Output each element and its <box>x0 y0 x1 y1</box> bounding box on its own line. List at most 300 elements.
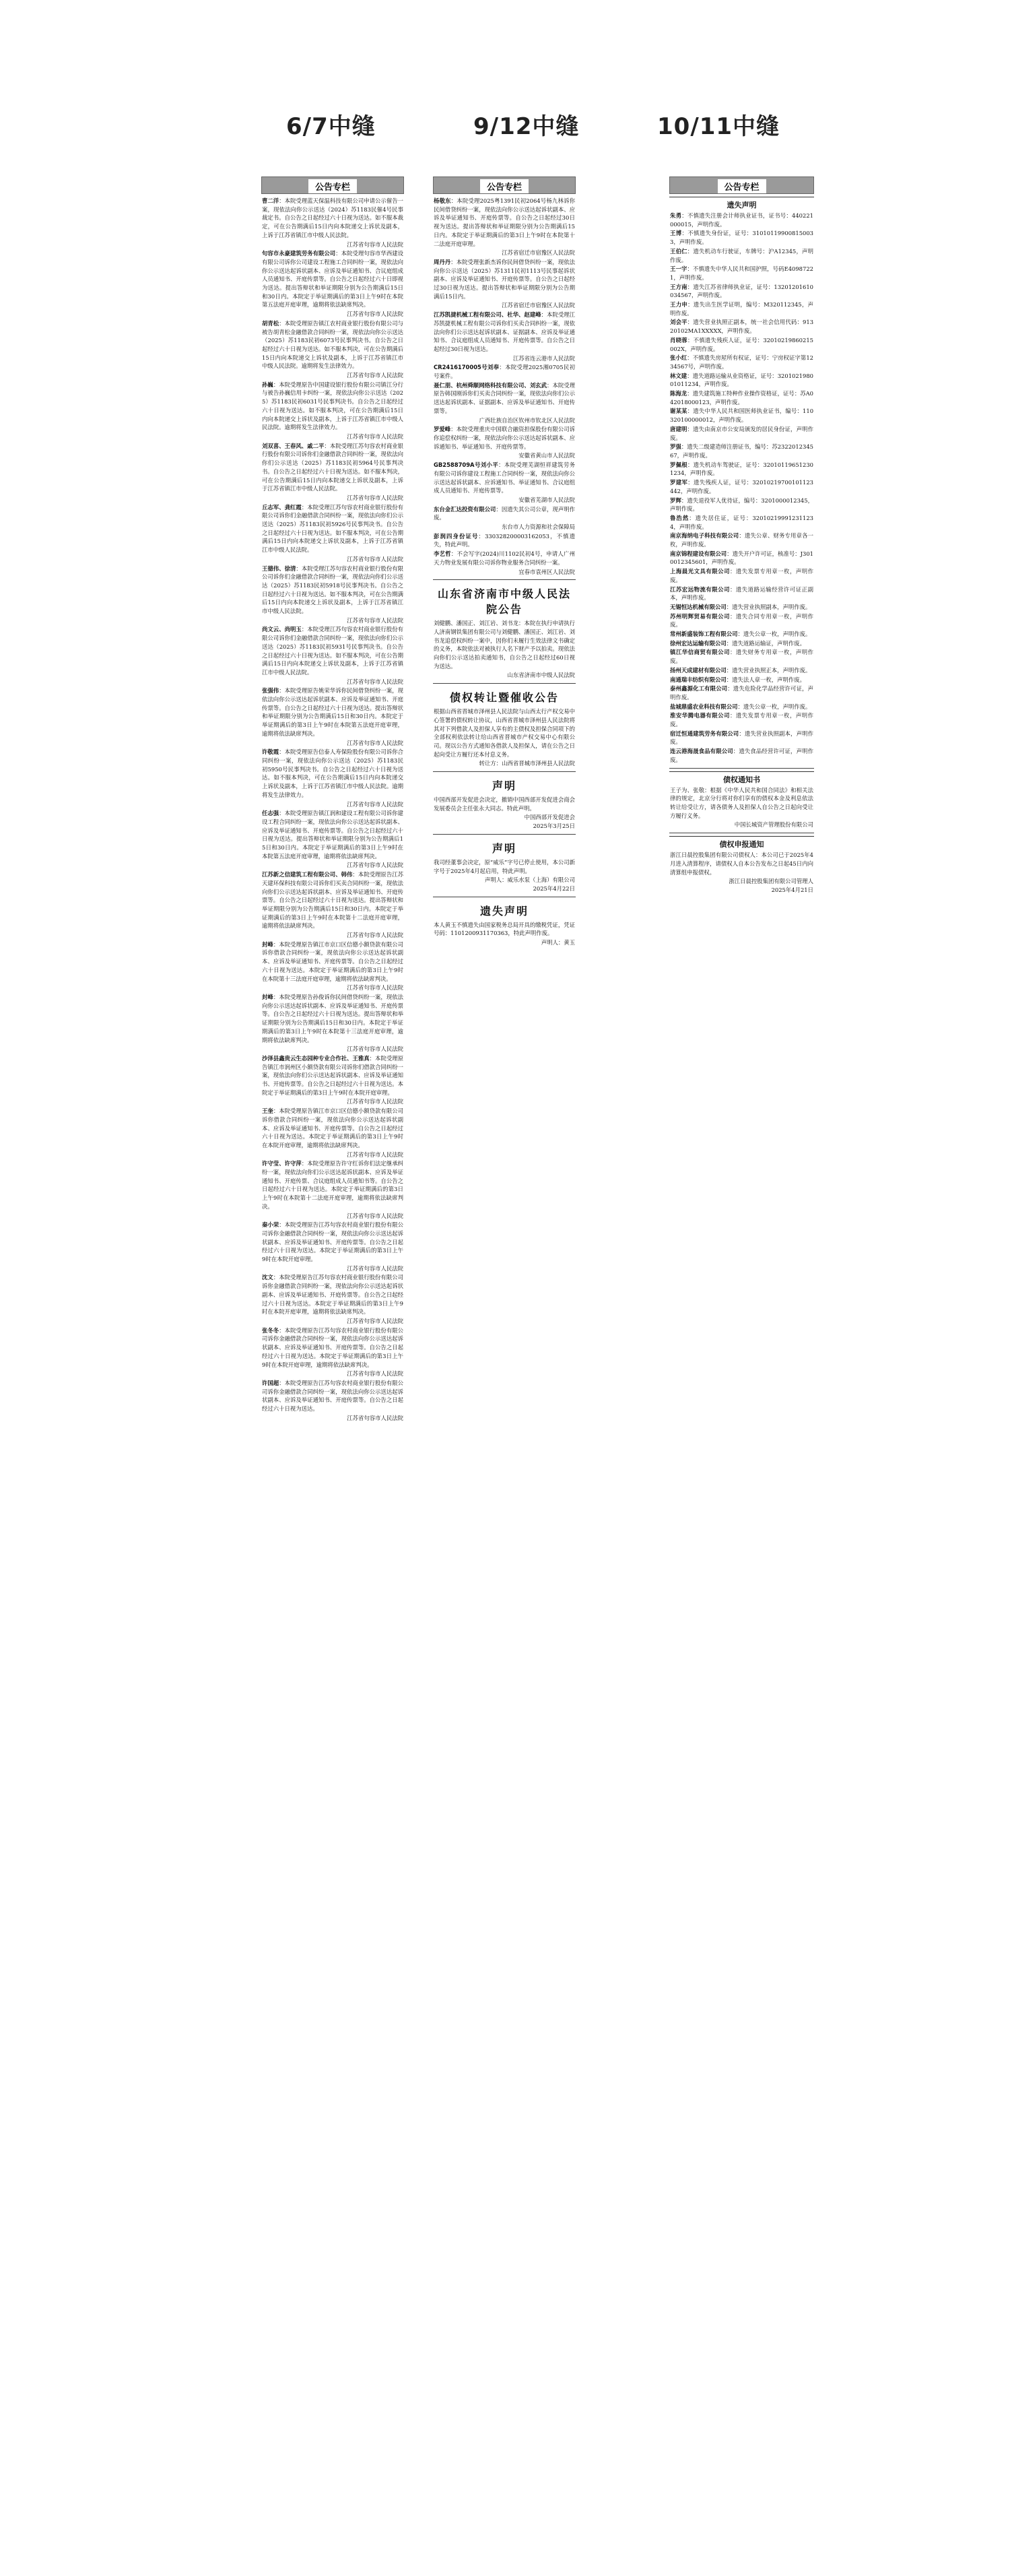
banner-label: 公告专栏 <box>480 179 529 193</box>
notice-text: 遗失发票专用章一枚，声明作废。 <box>670 712 814 728</box>
notice-text: 遗失道路运输经营许可证正副本，声明作废。 <box>670 585 814 602</box>
notice-party-name: 淮安华腾电器有限公司 <box>670 712 730 719</box>
notice-signature: 江苏省宿迁市宿豫区人民法院 <box>502 249 575 257</box>
notice-list <box>261 197 404 1423</box>
notice-item <box>261 686 404 738</box>
notice-text: 本院受理原告镇江市京口区信德小额贷款有限公司诉你借款合同纠纷一案，现依法向你公示送达起诉状副本、应诉及举证通知书、开庭传票等。自公告之日起经过六十日视为送达。本院定于举证期满后的第3日上午9时在本院第十三法庭开庭审理，逾期将依法缺席判决。 <box>262 940 404 982</box>
notice-text: 不慎遗失残疾人证，证号：32010219860215002X，声明作废。 <box>670 336 813 352</box>
notice-item <box>669 747 814 765</box>
divider <box>433 579 576 580</box>
notice-signature: 江苏省句容市人民法院 <box>347 494 403 501</box>
notice-item <box>433 416 576 426</box>
notice-text: 遗失退役军人优待证，编号：3201000012345，声明作废。 <box>670 496 814 513</box>
colon: ： <box>335 250 341 257</box>
notice-text: 遗失公章一枚，声明作废。 <box>743 703 811 710</box>
notice-item <box>669 265 814 282</box>
notice-signature: 江苏省句容市人民法院 <box>347 984 403 992</box>
notice-party-name: 周丹丹 <box>434 258 451 265</box>
colon: ： <box>687 461 694 468</box>
notice-signature: 江苏省句容市人民法院 <box>347 240 403 248</box>
notice-item <box>261 1107 404 1151</box>
notice-item <box>669 407 814 424</box>
notice-signature: 宜春市袁州区人民法院 <box>518 568 575 575</box>
notice-text: 本院受理原告江苏句容农村商业银行股份有限公司诉你金融借款合同纠纷一案，现依法向你公示送达起诉状副本、应诉及举证通知书、开庭传票等。自公告之日起经过六十日视为送达。本院定于举证期满后的第3日上午9时在本院开庭审理，逾期将依法缺席判决。 <box>262 1274 404 1316</box>
notice-party-name: 王伯仁 <box>670 247 687 255</box>
notice-signature: 东台市人力资源和社会保障局 <box>502 523 575 531</box>
notice-item <box>261 625 404 677</box>
notice-column-2 <box>433 176 576 2497</box>
notice-item <box>669 247 814 265</box>
notice-party-name: 彭润四身份证号 <box>434 532 479 540</box>
notice-signature: 江苏省句容市人民法院 <box>347 1151 403 1158</box>
debt-title: 债权通知书 <box>669 771 814 785</box>
colon: ： <box>324 442 330 449</box>
notice-text: 本院受理原告镇江农村商业银行股份有限公司与被告胡青松金融借款合同纠纷一案，现依法向你公示送达（2025）苏1183民初6073号民事判决书。自公告之日起经过六十日视为送达。如不服本判决，可在公告期满后15日内向本院递交上诉状及副本，上诉于江苏省镇江市中级人民法院。逾期将发生法律效力。 <box>262 319 404 370</box>
notice-signature: 安徽省黄山市人民法院 <box>518 452 575 459</box>
colon: ： <box>352 871 358 878</box>
notice-item <box>669 443 814 460</box>
notice-item <box>433 354 576 364</box>
notice-signature: 江苏省句容市人民法院 <box>347 372 403 379</box>
notice-party-name: 扬州天成建材有限公司 <box>670 666 727 674</box>
notice-item <box>261 678 404 687</box>
colon: ： <box>478 532 485 540</box>
notice-text: 本院受理重庆中国联合融资担保股份有限公司诉你追偿权纠纷一案，现依法向你公示送达起诉状副本、应诉通知书、举证通知书、开庭传票等。 <box>434 426 576 450</box>
notice-item <box>261 1151 404 1160</box>
notice-item <box>261 1379 404 1414</box>
colon: ： <box>687 372 693 379</box>
notice-text: 本院受理蓝天保温科技有限公司申请公示催告一案，现依法向你公示送达（2024）苏1183民催4号民事裁定书。自公告之日起经过六十日视为送达。如不服本裁定，可在公告期满后15日内向本院递交上诉状及副本，上诉于江苏省镇江市中级人民法院。 <box>262 197 404 238</box>
colon: ： <box>726 666 733 674</box>
notice-text: 本院受理原告镇江润和建设工程有限公司诉你建设工程合同纠纷一案，现依法向你公示送达起诉状副本、应诉及举证通知书、开庭传票等。自公告之日起经过六十日视为送达。提出答辩状和举证期限分别为公告期满后15日和30日内。本院定于举证期满后的第3日上午9时在本院第五法庭开庭审理，逾期将依法缺席判决。 <box>262 810 404 860</box>
notice-party-name: 东台金汇达投资有限公司 <box>434 505 496 513</box>
column-heading-2: 9/12中缝 <box>473 113 580 140</box>
notice-text: 不慎遗失身份证，证号：310101199008150033，声明作废。 <box>670 230 814 246</box>
notice-text: 本院受理原告江苏句容农村商业银行股份有限公司诉你金融借款合同纠纷一案，现依法向你公示送达起诉状副本、应诉及举证通知书、开庭传票等。自公告之日起经过六十日视为送达。本院定于举证期满后的第3日上午9时在本院开庭审理。 <box>262 1221 404 1263</box>
notice-text: 遗失机动车驾驶证，证号：320101196512301234，声明作废。 <box>670 461 813 477</box>
notice-item <box>669 532 814 549</box>
notice-item <box>261 1370 404 1379</box>
lost-title: 遗失声明 <box>479 904 529 917</box>
notice-text: 不会写字(2024)川1102民初4号，申请人广州天力物业发展有限公司诉你物业服务合同纠纷一案。 <box>434 550 576 566</box>
notice-party-name: 镇江华信商贸有限公司 <box>670 649 730 656</box>
colon: ： <box>729 612 736 620</box>
colon: ： <box>498 461 504 469</box>
colon: ： <box>279 1326 285 1334</box>
notice-text: 遗失道路运输从业资格证，证号：320102198001011234，声明作废。 <box>670 372 813 388</box>
colon: ： <box>687 425 694 432</box>
notice-item <box>433 249 576 258</box>
notice-list <box>433 197 576 577</box>
notice-party-name: 沈文 <box>262 1274 273 1281</box>
notice-party-name: 任志强 <box>262 810 279 817</box>
notice-item <box>433 258 576 302</box>
notice-party-name: 张小红 <box>670 354 687 362</box>
notice-party-name: 徐州宏达运输有限公司 <box>670 639 727 647</box>
notice-party-name: 江苏凯捷机械工程有限公司、杜华、赵建峰 <box>434 311 541 319</box>
notice-text: 不慎遗失注册会计师执业证书，证书号：440221000015，声明作废。 <box>670 212 814 228</box>
notice-item <box>669 229 814 247</box>
notice-item <box>433 461 576 496</box>
colon: ： <box>301 503 308 511</box>
notice-item <box>433 451 576 461</box>
colon: ： <box>273 1274 279 1281</box>
notice-item <box>669 300 814 318</box>
colon: ： <box>279 1221 285 1229</box>
notice-text: 遗失财务专用章一枚，声明作废。 <box>670 649 814 665</box>
notice-item <box>261 1326 404 1370</box>
notice-item <box>669 336 814 354</box>
notice-item <box>433 301 576 311</box>
notice-item <box>261 197 404 240</box>
notice-text: 本院受理张新杰诉你民间借贷纠纷一案，现依法向你公示送达（2025）苏1311民初1113号民事起诉状副本、应诉及举证通知书、开庭传票等。自公告之日起经过30日视为送达。提出答辩状和举证期限分别为公告期满后15日内。 <box>434 258 576 300</box>
colon: ： <box>687 354 693 362</box>
colon: ： <box>279 197 285 204</box>
notice-party-name: 罗强 <box>670 443 681 451</box>
notice-signature: 广西壮族自治区钦州市钦北区人民法院 <box>479 416 575 424</box>
notice-text: 本院受理江苏句容农村商业银行股份有限公司诉你们金融借款合同纠纷一案，现依法向你们公示送达（2025）苏1183民初5918号民事判决书。自公告之日起经过六十日视为送达。如不服本判决，可在公告期满后15日内向本院递交上诉状及副本，上诉于江苏省镇江市中级人民法院。 <box>262 565 404 615</box>
colon: ： <box>301 626 308 633</box>
notice-party-name: 上海晨光文具有限公司 <box>670 568 730 575</box>
notice-text: 本院受理芜湖恒祥建筑劳务有限公司诉你建设工程施工合同纠纷一案，现依法向你公示送达起诉状副本、应诉通知书、举证通知书、合议庭组成人员通知书、开庭传票等。 <box>434 461 576 494</box>
notice-item <box>669 630 814 639</box>
notice-item <box>433 381 576 416</box>
statement1-title: 声明 <box>492 779 516 793</box>
notice-party-name: 刘双喜、王春风、戚二平 <box>262 442 325 449</box>
notice-item <box>669 372 814 389</box>
colon: ： <box>273 1107 279 1115</box>
colon: ： <box>279 748 285 756</box>
colon: ： <box>737 703 743 710</box>
notice-text: 遗失道路运输证，声明作废。 <box>732 639 805 647</box>
notice-item <box>261 984 404 993</box>
notice-text: 遗失出生医学证明，编号：M320112345，声明作废。 <box>670 301 814 317</box>
notice-text: 本院受理句容市华西建设有限公司诉你公司建设工程施工合同纠纷一案，现依法向你公示送达起诉状副本、应诉及举证通知书、合议庭组成人员通知书、开庭传票等。自公告之日起经过六十日即视为送达。提出答辩状和举证期限分别为公告期满后15日和30日内。本院定于举证期满后的第3日上午9时在本院第五法庭开庭审理，逾期将依法缺席判决。 <box>262 250 404 309</box>
notice-item <box>669 603 814 612</box>
colon: ： <box>729 712 736 719</box>
notice-party-name: 江苏新之信建筑工程有限公司、韩伟 <box>262 871 353 878</box>
notice-party-name: 肖晓蓉 <box>670 336 687 344</box>
notice-item <box>433 550 576 567</box>
banner-label: 公告专栏 <box>717 179 766 193</box>
notice-party-name: 王一宇 <box>670 265 687 273</box>
notice-party-name: 南京海纳电子科技有限公司 <box>670 532 739 540</box>
notice-text: 本院受理原告信泰人寿保险股份有限公司诉你合同纠纷一案，现依法向你公示送达（2025）苏1183民初5950号民事判决书。自公告之日起经过六十日视为送达。如不服本判决，可在公告期满后15日内向本院递交上诉状及副本，上诉于江苏省镇江市中级人民法院。逾期将发生法律效力。 <box>262 748 404 798</box>
notice-text: 遗失建筑施工特种作业操作资格证，证号：苏A042018000123，声明作废。 <box>670 390 813 406</box>
colon: ： <box>689 514 696 521</box>
notice-item <box>261 310 404 319</box>
registration-sign: 浙江日晨控股集团有限公司管理人 <box>729 878 813 885</box>
colon: ： <box>681 443 687 451</box>
notice-signature: 江苏省句容市人民法院 <box>347 678 403 685</box>
notice-signature: 江苏省句容市人民法院 <box>347 1264 403 1272</box>
notice-signature: 江苏省句容市人民法院 <box>347 1318 403 1324</box>
notice-item <box>261 739 404 748</box>
notice-text: 本院受理江苏句容农村商业银行股份有限公司诉你们金融借款合同纠纷一案，现依法向你们公示送达（2025）苏1183民初5931号民事判决书。自公告之日起经过六十日视为送达。如不服本判决，可在公告期满后15日内向本院递交上诉状及副本，上诉于江苏省镇江市中级人民法院。 <box>262 626 404 676</box>
notice-signature: 江苏省句容市人民法院 <box>347 311 403 318</box>
notice-item <box>669 461 814 478</box>
notice-party-name: GB2588709A号刘小平 <box>434 461 499 469</box>
colon: ： <box>687 301 694 309</box>
statement2-sign: 声明人：威乐水泵（上海）有限公司 <box>485 876 575 884</box>
notice-item <box>261 1054 404 1098</box>
notice-text: 本院受理原告镇江市京口区信德小额贷款有限公司诉你借款合同纠纷一案，现依法向你公示送达起诉状副本、应诉及举证通知书、开庭传票等。自公告之日起经过六十日视为送达。本院定于举证期满后的第3日上午9时在本院开庭审理，逾期将依法缺席判决。 <box>262 1107 404 1149</box>
notice-signature: 江苏省宿迁市宿豫区人民法院 <box>502 302 575 309</box>
colon: ： <box>279 687 285 695</box>
notice-party-name: 封峰 <box>262 993 273 1000</box>
notice-item <box>261 870 404 931</box>
notice-item <box>669 283 814 300</box>
notice-party-name: 刘会平 <box>670 319 687 326</box>
notice-text: 不慎遗失房屋所有权证，证号：宁房权证字第1234567号，声明作废。 <box>670 354 814 370</box>
notice-item <box>261 565 404 616</box>
notice-party-name: 封峰 <box>262 940 273 948</box>
notice-party-name: 张冬冬 <box>262 1326 279 1334</box>
notice-party-name: 曹二洋 <box>262 197 279 204</box>
colon: ： <box>499 364 506 371</box>
notice-item <box>261 432 404 442</box>
notice-party-name: CR2416170005号刘奉 <box>434 364 500 371</box>
bond-title: 债权转让暨催收公告 <box>449 691 559 705</box>
notice-column-3 <box>669 176 814 2497</box>
notice-party-name: 王德伟、徐清 <box>262 565 296 572</box>
column-heading-3: 10/11中缝 <box>657 113 780 140</box>
court-notice-sign: 山东省济南市中级人民法院 <box>507 672 575 679</box>
notice-text: 遗失合同专用章一枚，声明作废。 <box>670 612 814 629</box>
notice-text: 本院受理原告许守红诉你们法定继承纠纷一案，现依法向你们公示送达起诉状副本、应诉及举证通知书、开庭传票、合议庭组成人员通知书等。自公告之日起经过六十日视为送达。本院定于举证期满后的第3日上午9时在本院第十二法庭开庭审理，逾期将依法缺席判决。 <box>262 1160 404 1210</box>
notice-signature: 江苏省句容市人民法院 <box>347 1098 403 1105</box>
colon: ： <box>273 381 279 388</box>
colon: ： <box>687 479 694 486</box>
notice-item <box>433 505 576 523</box>
notice-text: 本院受理原告镇江市润州区小额贷款有限公司诉你们借款合同纠纷一案，现依法向你们公示送达起诉状副本、应诉及举证通知书、开庭传票等。自公告之日起经过六十日视为送达。本院定于举证期满后的第3日上午9时在本院开庭审理。 <box>262 1054 404 1096</box>
colon: ： <box>450 550 457 558</box>
notice-item <box>669 711 814 729</box>
statement1-date: 2025年3月25日 <box>533 823 575 830</box>
notice-signature: 江苏省句容市人民法院 <box>347 555 403 562</box>
colon: ： <box>547 381 553 389</box>
notice-text: 本院受理江苏句容农村商业银行股份有限公司诉你们金融借款合同纠纷一案，现依法向你们公示送达（2025）苏1183民初5964号民事判决书。自公告之日起经过六十日视为送达。如不服本判决，可在公告期满后15日内向本院递交上诉状及副本，上诉于江苏省镇江市中级人民法院。 <box>262 442 404 492</box>
notice-text: 本院受理原告姚荣华诉你民间借贷纠纷一案，现依法向你公示送达起诉状副本、应诉及举证通知书、开庭传票等。自公告之日起经过六十日视为送达。提出答辩状和举证期限分别为公告期满后15日和30日内。本院定于举证期满后的第3日上午9时在本院第五法庭开庭审理，逾期将依法缺席判决。 <box>262 687 404 737</box>
notice-text: 遗失营业执照正副本，统一社会信用代码：91320102MA1XXXXX，声明作废。 <box>670 319 814 335</box>
notice-party-name: 丘志军、龚红霞 <box>262 503 302 511</box>
colon: ： <box>739 532 745 540</box>
notice-party-name: 盐城鼎盛农业科技有限公司 <box>670 703 738 710</box>
notice-item <box>261 494 404 503</box>
notice-text: 遗失营业执照副本，声明作废。 <box>670 730 814 746</box>
notice-text: 遗失发票专用章一枚，声明作废。 <box>670 568 814 583</box>
notice-text: 遗失公章、财务专用章各一枚，声明作废。 <box>670 532 814 548</box>
notice-text: 遗失危险化学品经营许可证，声明作废。 <box>670 685 814 701</box>
notice-text: 本院受理原告江苏天建环保科技有限公司诉你们买卖合同纠纷一案，现依法向你们公示送达起诉状副本、应诉及举证通知书、开庭传票等。自公告之日起经过六十日视为送达。提出答辩状和举证期限分别为公告期满后15日和30日内。本院定于举证期满后的第3日上午9时在本院第十二法庭开庭审理，逾期将依法缺席判决。 <box>262 871 404 930</box>
notice-signature: 江苏省句容市人民法院 <box>347 1370 403 1378</box>
notice-party-name: 罗爱峰 <box>434 426 451 433</box>
statement1-sign: 中国西部开发促进会 <box>524 814 575 821</box>
notice-item <box>669 585 814 603</box>
notice-text: 遗失江苏省律师执业证，证号：13201201610034567，声明作废。 <box>670 283 813 299</box>
notice-signature: 江苏省句容市人民法院 <box>347 800 403 808</box>
notice-party-name: 张强伟 <box>262 687 279 695</box>
divider <box>669 768 814 769</box>
notice-item <box>261 1264 404 1274</box>
notice-item <box>261 800 404 810</box>
notice-item <box>669 676 814 685</box>
notice-signature: 安徽省芜湖市人民法院 <box>518 496 575 503</box>
notice-item <box>261 809 404 861</box>
notice-party-name: 王方南 <box>670 283 687 290</box>
colon: ： <box>681 496 687 504</box>
statement2-body: 我司经董事会决定，原“威乐”字号已停止使用，本公司新字号于2025年4月起启用，特此声明。 <box>434 858 575 874</box>
notice-text: 遗失开户许可证，核准号：J3010012345601，声明作废。 <box>670 550 814 566</box>
colon: ： <box>726 676 733 683</box>
notice-item <box>669 730 814 747</box>
notice-item <box>261 861 404 870</box>
notice-item <box>261 1159 404 1211</box>
notice-text: 不慎遗失中华人民共和国护照，号码E40987221，声明作废。 <box>670 265 813 281</box>
notice-party-name: 许国超 <box>262 1379 279 1386</box>
notice-item <box>261 1097 404 1107</box>
colon: ： <box>279 319 285 327</box>
notice-text: 本院受理原告中国建设银行股份有限公司镇江分行与被告孙巍信用卡纠纷一案，现依法向你公示送达（2025）苏1183民初6031号民事判决书。自公告之日起经过六十日视为送达。如不服本判决，可在公告期满后15日内向本院递交上诉状及副本，上诉于江苏省镇江市中级人民法院。逾期将发生法律效力。 <box>262 381 404 431</box>
notice-text: 遗失二级建造师注册证书，编号：苏232201234567，声明作废。 <box>670 443 813 459</box>
notice-item <box>261 616 404 626</box>
colon: ： <box>450 258 457 265</box>
notice-party-name: 王力申 <box>670 301 688 309</box>
notice-party-name: 尚文云、尚明玉 <box>262 626 302 633</box>
notice-party-name: 句容市永豪建筑劳务有限公司 <box>262 250 336 257</box>
colon: ： <box>687 319 694 326</box>
notice-party-name: 泰州鑫源化工有限公司 <box>670 685 728 693</box>
notice-party-name: 林文建 <box>670 372 687 379</box>
notice-signature: 江苏省句容市人民法院 <box>347 1212 403 1219</box>
notice-party-name: 孙巍 <box>262 381 273 388</box>
notice-signature: 江苏省句容市人民法院 <box>347 862 403 869</box>
notice-text: 本院受理江苏句容农村商业银行股份有限公司诉你们金融借款合同纠纷一案，现依法向你们公示送达（2025）苏1183民初5926号民事判决书。自公告之日起经过六十日视为送达。如不服本判决，可在公告期满后15日内向本院递交上诉状及副本，上诉于江苏省镇江市中级人民法院。 <box>262 503 404 554</box>
notice-item <box>261 381 404 432</box>
column-banner <box>669 176 814 194</box>
column-banner <box>261 176 404 194</box>
colon: ： <box>737 631 743 638</box>
divider <box>433 683 576 684</box>
notice-item <box>669 567 814 585</box>
notice-signature: 江苏省句容市人民法院 <box>347 932 403 939</box>
colon: ： <box>369 1054 376 1062</box>
notice-item <box>433 523 576 532</box>
lost-section-title: 遗失声明 <box>669 197 814 210</box>
notice-party-name: 王奎 <box>262 1107 273 1115</box>
notice-party-name: 李艺哲 <box>434 550 451 558</box>
notice-item <box>261 1221 404 1264</box>
colon: ： <box>687 408 694 415</box>
notice-item <box>261 1273 404 1317</box>
notice-text: 本院受理原告韩国刚诉你们买卖合同纠纷一案，现依法向你们公示送达起诉状副本、证据副本、应诉及举证通知书、开庭传票等。 <box>434 381 576 414</box>
notice-item <box>669 318 814 335</box>
notice-item <box>669 666 814 676</box>
notice-item <box>433 496 576 505</box>
statement2-title: 声明 <box>492 841 516 855</box>
statement1-body: 中国西部开发促进会决定，撤销中国西部开发促进会商会发展委员会主任张永大同志。特此声明。 <box>434 796 575 812</box>
notice-signature: 江苏省句容市人民法院 <box>347 1414 403 1421</box>
notice-text: 遗失法人章一枚，声明作废。 <box>732 676 805 683</box>
colon: ： <box>687 390 693 397</box>
colon: ： <box>687 247 694 255</box>
notice-party-name: 南通瑞丰纺织有限公司 <box>670 676 727 683</box>
notice-item <box>261 371 404 381</box>
notice-signature: 江苏省连云港市人民法院 <box>512 354 575 362</box>
colon: ： <box>273 940 279 948</box>
colon: ： <box>729 649 736 656</box>
banner-label: 公告专栏 <box>308 179 357 193</box>
notice-party-name: 苏州明辉贸易有限公司 <box>670 612 730 620</box>
colon: ： <box>450 426 457 433</box>
colon: ： <box>727 685 733 693</box>
notice-item <box>261 319 404 371</box>
notice-text: 本院受理2025湘0705民初号案件。 <box>434 364 575 380</box>
notice-party-name: 沙泽县鑫贵云生态园种专业合作社、王雅真 <box>262 1054 370 1062</box>
notice-text: 本院受理原告江苏句容农村商业银行股份有限公司诉你金融借款合同纠纷一案，现依法向你公示送达起诉状副本、应诉及举证通知书、开庭传票等。自公告之日起经过六十日视为送达。本院定于举证期满后的第3日上午9时在本院开庭审理，逾期将依法缺席判决。 <box>262 1326 404 1368</box>
notice-party-name: 常州新盛装饰工程有限公司 <box>670 631 738 638</box>
bond-body: 根据山西省晋城市泽州县人民法院与山西太行产权交易中心签署的债权转让协议，山西省晋城市泽州县人民法院将其对下列借款人及担保人享有的主债权及担保合同项下的全部权利依法转让给山西省晋城市产权交易中心有限公司。现以公告方式通知各借款人及担保人，请在公告之日起向受让方履行还本付息义务。 <box>434 708 575 758</box>
colon: ： <box>726 639 733 647</box>
notice-text: 遗失由南京市公安局颁发的居民身份证，声明作废。 <box>670 425 814 441</box>
notice-item <box>669 514 814 532</box>
debt-sign: 中国长城资产管理股份有限公司 <box>734 821 813 829</box>
notice-item <box>261 1414 404 1423</box>
notice-item <box>433 532 576 550</box>
colon: ： <box>729 585 736 593</box>
notice-item <box>669 648 814 666</box>
notice-item <box>261 503 404 555</box>
notice-text: 本院受理江苏凯捷机械工程有限公司诉你们买卖合同纠纷一案，现依法向你们公示送达起诉状副本、证据副本、应诉及举证通知书、合议庭组成人员通知书、开庭传票等。自公告之日起经过30日视为送达。 <box>434 311 576 352</box>
notice-text: 遗失机动车行驶证，车牌号：沪A12345，声明作废。 <box>670 247 814 263</box>
notice-item <box>261 249 404 310</box>
notice-signature: 江苏省句容市人民法院 <box>347 739 403 746</box>
court-notice-title: 山东省济南市中级人民法院公告 <box>437 587 571 616</box>
colon: ： <box>541 311 547 319</box>
notice-item <box>433 568 576 577</box>
notice-item <box>669 425 814 443</box>
notice-item <box>433 311 576 354</box>
notice-list <box>669 212 814 765</box>
notice-item <box>669 550 814 567</box>
statement2-date: 2025年4月22日 <box>533 885 575 892</box>
notice-item <box>669 496 814 514</box>
notice-item <box>261 931 404 940</box>
notice-item <box>261 240 404 250</box>
notice-text: 遗失残疾人证，证号：32010219700101123442，声明作废。 <box>670 479 813 494</box>
notice-party-name: 宿迁恒通建筑劳务有限公司 <box>670 730 739 737</box>
divider <box>433 771 576 772</box>
notice-text: 遗失公章一枚，声明作废。 <box>743 631 811 638</box>
colon: ： <box>450 197 457 204</box>
notice-item <box>669 212 814 229</box>
notice-party-name: 许敬霞 <box>262 748 279 756</box>
colon: ： <box>726 603 733 610</box>
notice-text: 本院受理原告江苏句容农村商业银行股份有限公司诉你金融借款合同纠纷一案，现依法向你公示送达起诉状副本、应诉及举证通知书、开庭传票等。自公告之日起经过六十日视为送达。 <box>262 1379 404 1413</box>
notice-party-name: 杨敬东 <box>434 197 451 204</box>
colon: ： <box>733 748 739 755</box>
notice-party-name: 秦小荣 <box>262 1221 279 1229</box>
notice-text: 遗失营业执照正本，声明作废。 <box>732 666 811 674</box>
notice-signature: 江苏省句容市人民法院 <box>347 1045 403 1053</box>
notice-item <box>669 612 814 630</box>
notice-item <box>261 993 404 1045</box>
notice-item <box>433 425 576 451</box>
notice-item <box>261 555 404 565</box>
notice-text: 330328200003162053，不慎遗失，特此声明。 <box>434 532 576 548</box>
colon: ： <box>681 230 688 237</box>
notice-signature: 江苏省句容市人民法院 <box>347 432 403 440</box>
